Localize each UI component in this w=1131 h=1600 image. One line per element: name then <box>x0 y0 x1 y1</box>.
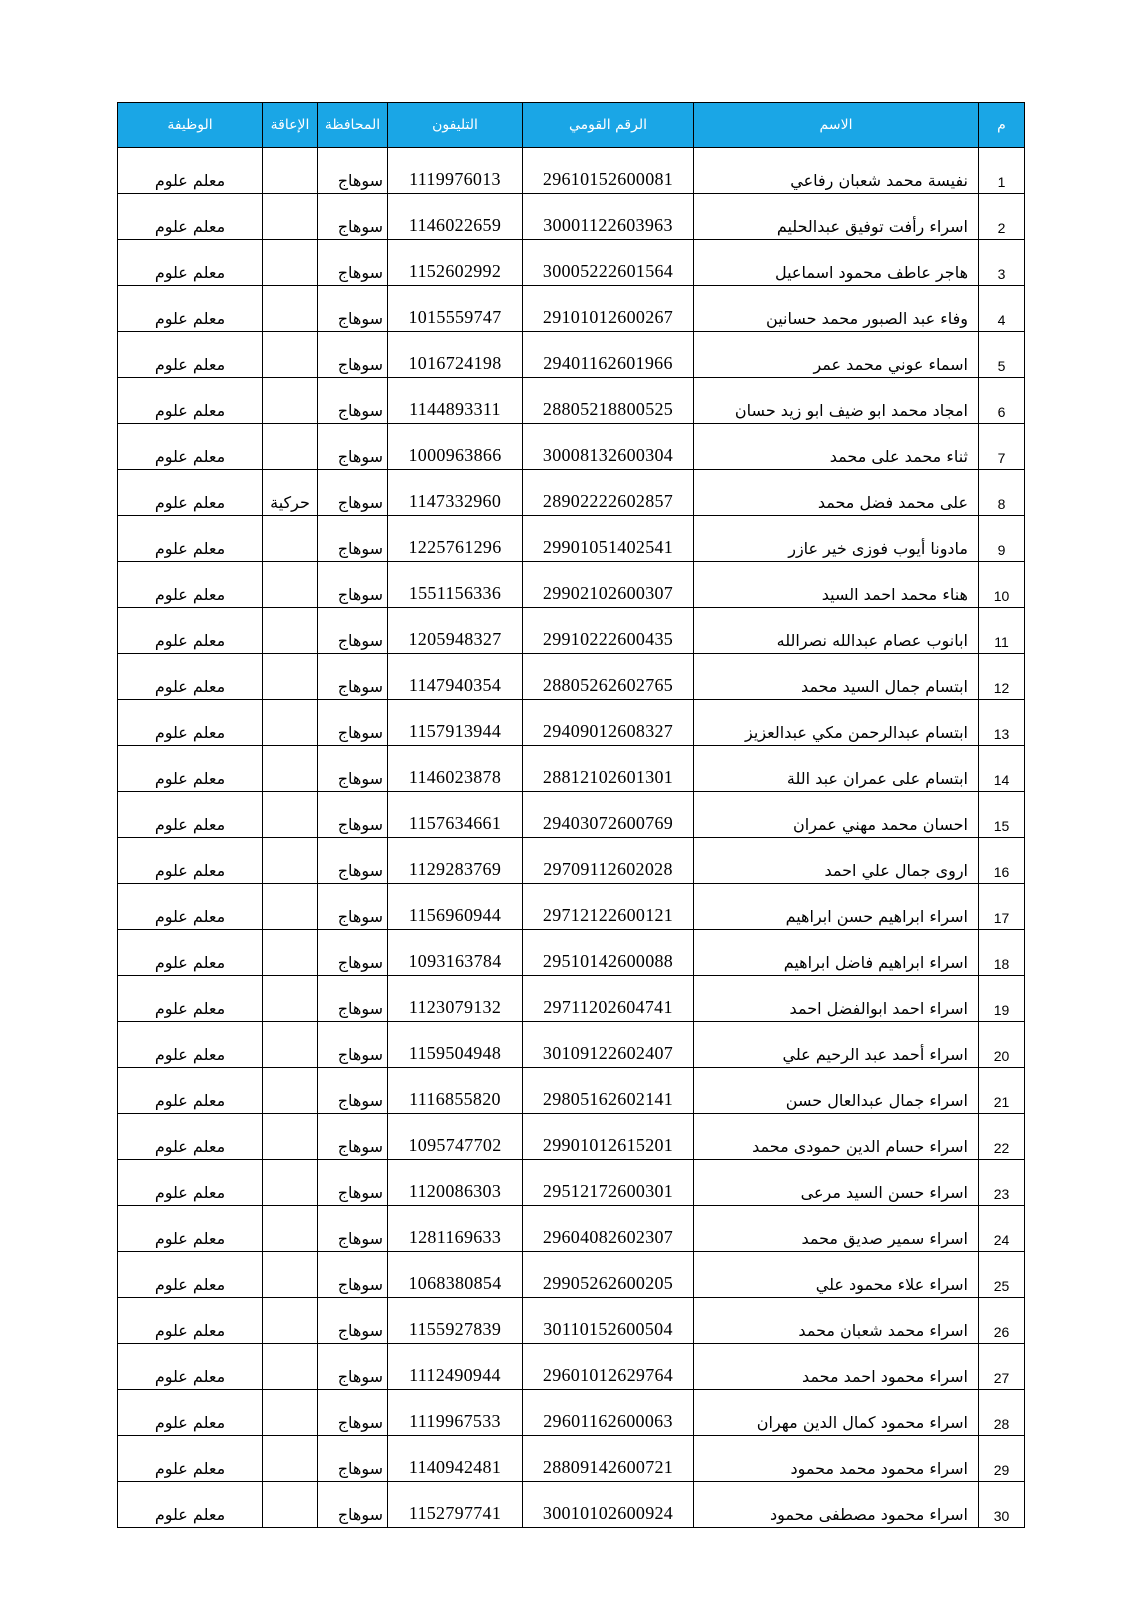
cell-national-id: 29403072600769 <box>523 792 694 838</box>
cell-national-id: 28902222602857 <box>523 470 694 516</box>
cell-phone: 1146023878 <box>388 746 523 792</box>
cell-index: 24 <box>979 1206 1025 1252</box>
table-row <box>118 332 1025 378</box>
cell-phone: 1156960944 <box>388 884 523 930</box>
cell-job: معلم علوم <box>118 1068 263 1114</box>
cell-name: اسراء سمير صديق محمد <box>694 1206 979 1252</box>
cell-index: 30 <box>979 1482 1025 1528</box>
cell-national-id: 29601162600063 <box>523 1390 694 1436</box>
cell-job: معلم علوم <box>118 286 263 332</box>
table-row <box>118 148 1025 194</box>
cell-disability <box>263 424 318 470</box>
table-row <box>118 838 1025 884</box>
cell-phone: 1159504948 <box>388 1022 523 1068</box>
cell-name: هاجر عاطف محمود اسماعيل <box>694 240 979 286</box>
cell-governorate: سوهاج <box>318 1160 388 1206</box>
cell-disability <box>263 1068 318 1114</box>
cell-name: اسراء محمود احمد محمد <box>694 1344 979 1390</box>
cell-disability <box>263 1298 318 1344</box>
cell-governorate: سوهاج <box>318 792 388 838</box>
table-row <box>118 746 1025 792</box>
cell-name: اسراء علاء محمود علي <box>694 1252 979 1298</box>
cell-index: 21 <box>979 1068 1025 1114</box>
cell-name: مادونا أيوب فوزى خير عازر <box>694 516 979 562</box>
cell-name: ابتسام على عمران عبد اللة <box>694 746 979 792</box>
cell-disability <box>263 608 318 654</box>
cell-index: 16 <box>979 838 1025 884</box>
cell-index: 19 <box>979 976 1025 1022</box>
cell-governorate: سوهاج <box>318 424 388 470</box>
cell-disability <box>263 1436 318 1482</box>
table-row <box>118 930 1025 976</box>
table-header <box>118 103 1025 148</box>
cell-index: 27 <box>979 1344 1025 1390</box>
cell-index: 26 <box>979 1298 1025 1344</box>
table-row <box>118 240 1025 286</box>
cell-disability <box>263 976 318 1022</box>
cell-governorate: سوهاج <box>318 1436 388 1482</box>
cell-phone: 1116855820 <box>388 1068 523 1114</box>
cell-job: معلم علوم <box>118 470 263 516</box>
cell-name: اسراء أحمد عبد الرحيم علي <box>694 1022 979 1068</box>
cell-phone: 1155927839 <box>388 1298 523 1344</box>
cell-index: 10 <box>979 562 1025 608</box>
cell-name: اسراء ابراهيم حسن ابراهيم <box>694 884 979 930</box>
cell-governorate: سوهاج <box>318 332 388 378</box>
cell-name: اسراء محمود كمال الدين مهران <box>694 1390 979 1436</box>
cell-disability <box>263 654 318 700</box>
cell-index: 12 <box>979 654 1025 700</box>
cell-index: 4 <box>979 286 1025 332</box>
header-job: الوظيفة <box>118 103 263 148</box>
cell-disability <box>263 700 318 746</box>
cell-job: معلم علوم <box>118 1390 263 1436</box>
cell-national-id: 29711202604741 <box>523 976 694 1022</box>
cell-index: 7 <box>979 424 1025 470</box>
cell-name: اسماء عوني محمد عمر <box>694 332 979 378</box>
cell-job: معلم علوم <box>118 1252 263 1298</box>
cell-index: 2 <box>979 194 1025 240</box>
cell-name: ابتسام عبدالرحمن مكي عبدالعزيز <box>694 700 979 746</box>
cell-job: معلم علوم <box>118 1022 263 1068</box>
cell-name: اسراء جمال عبدالعال حسن <box>694 1068 979 1114</box>
cell-index: 6 <box>979 378 1025 424</box>
cell-disability <box>263 1482 318 1528</box>
cell-index: 8 <box>979 470 1025 516</box>
cell-disability <box>263 884 318 930</box>
cell-governorate: سوهاج <box>318 286 388 332</box>
cell-index: 28 <box>979 1390 1025 1436</box>
table-row <box>118 1252 1025 1298</box>
cell-phone: 1120086303 <box>388 1160 523 1206</box>
cell-national-id: 30010102600924 <box>523 1482 694 1528</box>
cell-national-id: 30005222601564 <box>523 240 694 286</box>
cell-phone: 1146022659 <box>388 194 523 240</box>
cell-national-id: 29905262600205 <box>523 1252 694 1298</box>
cell-governorate: سوهاج <box>318 1206 388 1252</box>
cell-name: اسراء احمد ابوالفضل احمد <box>694 976 979 1022</box>
cell-index: 11 <box>979 608 1025 654</box>
cell-national-id: 30110152600504 <box>523 1298 694 1344</box>
cell-job: معلم علوم <box>118 516 263 562</box>
cell-job: معلم علوم <box>118 1298 263 1344</box>
table-row <box>118 470 1025 516</box>
cell-phone: 1119967533 <box>388 1390 523 1436</box>
cell-index: 17 <box>979 884 1025 930</box>
header-row <box>118 103 1025 148</box>
cell-phone: 1123079132 <box>388 976 523 1022</box>
cell-index: 18 <box>979 930 1025 976</box>
cell-phone: 1016724198 <box>388 332 523 378</box>
cell-governorate: سوهاج <box>318 608 388 654</box>
cell-disability <box>263 930 318 976</box>
table-row <box>118 1436 1025 1482</box>
cell-job: معلم علوم <box>118 148 263 194</box>
cell-disability: حركية <box>263 470 318 516</box>
cell-disability <box>263 148 318 194</box>
employee-table <box>117 102 1025 1528</box>
cell-disability <box>263 562 318 608</box>
cell-index: 14 <box>979 746 1025 792</box>
cell-job: معلم علوم <box>118 976 263 1022</box>
cell-governorate: سوهاج <box>318 1482 388 1528</box>
cell-phone: 1152602992 <box>388 240 523 286</box>
cell-national-id: 29709112602028 <box>523 838 694 884</box>
table-body <box>118 148 1025 1528</box>
cell-national-id: 28805218800525 <box>523 378 694 424</box>
cell-phone: 1152797741 <box>388 1482 523 1528</box>
cell-disability <box>263 1206 318 1252</box>
cell-governorate: سوهاج <box>318 654 388 700</box>
cell-name: اروى جمال علي احمد <box>694 838 979 884</box>
cell-national-id: 28809142600721 <box>523 1436 694 1482</box>
cell-index: 29 <box>979 1436 1025 1482</box>
cell-phone: 1140942481 <box>388 1436 523 1482</box>
cell-phone: 1147940354 <box>388 654 523 700</box>
cell-phone: 1129283769 <box>388 838 523 884</box>
cell-disability <box>263 1114 318 1160</box>
cell-name: ابانوب عصام عبدالله نصرالله <box>694 608 979 654</box>
table-row <box>118 1482 1025 1528</box>
cell-phone: 1205948327 <box>388 608 523 654</box>
header-index: م <box>979 103 1025 148</box>
table-row <box>118 700 1025 746</box>
cell-phone: 1147332960 <box>388 470 523 516</box>
cell-national-id: 29805162602141 <box>523 1068 694 1114</box>
cell-name: ثناء محمد على محمد <box>694 424 979 470</box>
cell-index: 23 <box>979 1160 1025 1206</box>
table-row <box>118 1206 1025 1252</box>
cell-name: احسان محمد مهني عمران <box>694 792 979 838</box>
cell-index: 22 <box>979 1114 1025 1160</box>
table-row <box>118 1068 1025 1114</box>
cell-name: وفاء عبد الصبور محمد حسانين <box>694 286 979 332</box>
cell-national-id: 29510142600088 <box>523 930 694 976</box>
cell-phone: 1225761296 <box>388 516 523 562</box>
cell-phone: 1095747702 <box>388 1114 523 1160</box>
cell-governorate: سوهاج <box>318 1022 388 1068</box>
cell-job: معلم علوم <box>118 884 263 930</box>
cell-national-id: 29902102600307 <box>523 562 694 608</box>
cell-job: معلم علوم <box>118 792 263 838</box>
cell-job: معلم علوم <box>118 194 263 240</box>
cell-national-id: 30109122602407 <box>523 1022 694 1068</box>
cell-name: اسراء محمود محمد محمود <box>694 1436 979 1482</box>
cell-disability <box>263 1252 318 1298</box>
cell-name: هناء محمد احمد السيد <box>694 562 979 608</box>
cell-governorate: سوهاج <box>318 838 388 884</box>
table-row <box>118 516 1025 562</box>
cell-governorate: سوهاج <box>318 470 388 516</box>
cell-name: نفيسة محمد شعبان رفاعي <box>694 148 979 194</box>
cell-phone: 1015559747 <box>388 286 523 332</box>
cell-national-id: 28812102601301 <box>523 746 694 792</box>
cell-phone: 1112490944 <box>388 1344 523 1390</box>
cell-job: معلم علوم <box>118 332 263 378</box>
cell-job: معلم علوم <box>118 1114 263 1160</box>
table-row <box>118 1114 1025 1160</box>
cell-job: معلم علوم <box>118 240 263 286</box>
cell-index: 20 <box>979 1022 1025 1068</box>
cell-governorate: سوهاج <box>318 1068 388 1114</box>
cell-job: معلم علوم <box>118 1344 263 1390</box>
cell-index: 1 <box>979 148 1025 194</box>
cell-index: 15 <box>979 792 1025 838</box>
cell-job: معلم علوم <box>118 562 263 608</box>
table-row <box>118 1344 1025 1390</box>
cell-name: اسراء محمد شعبان محمد <box>694 1298 979 1344</box>
table-row <box>118 286 1025 332</box>
cell-index: 25 <box>979 1252 1025 1298</box>
cell-job: معلم علوم <box>118 700 263 746</box>
cell-phone: 1000963866 <box>388 424 523 470</box>
cell-national-id: 29712122600121 <box>523 884 694 930</box>
cell-job: معلم علوم <box>118 838 263 884</box>
table-row <box>118 792 1025 838</box>
cell-governorate: سوهاج <box>318 240 388 286</box>
cell-phone: 1551156336 <box>388 562 523 608</box>
table-row <box>118 884 1025 930</box>
cell-job: معلم علوم <box>118 1436 263 1482</box>
cell-job: معلم علوم <box>118 1160 263 1206</box>
cell-disability <box>263 792 318 838</box>
cell-disability <box>263 746 318 792</box>
table-row <box>118 378 1025 424</box>
cell-governorate: سوهاج <box>318 194 388 240</box>
table-row <box>118 194 1025 240</box>
cell-governorate: سوهاج <box>318 1298 388 1344</box>
cell-national-id: 29901012615201 <box>523 1114 694 1160</box>
cell-governorate: سوهاج <box>318 1390 388 1436</box>
cell-national-id: 29610152600081 <box>523 148 694 194</box>
cell-phone: 1093163784 <box>388 930 523 976</box>
cell-governorate: سوهاج <box>318 746 388 792</box>
header-name: الاسم <box>694 103 979 148</box>
cell-phone: 1157913944 <box>388 700 523 746</box>
cell-national-id: 30001122603963 <box>523 194 694 240</box>
cell-disability <box>263 838 318 884</box>
cell-governorate: سوهاج <box>318 884 388 930</box>
cell-national-id: 29401162601966 <box>523 332 694 378</box>
header-national-id: الرقم القومي <box>523 103 694 148</box>
cell-index: 13 <box>979 700 1025 746</box>
cell-national-id: 29910222600435 <box>523 608 694 654</box>
cell-disability <box>263 332 318 378</box>
cell-job: معلم علوم <box>118 608 263 654</box>
cell-governorate: سوهاج <box>318 1114 388 1160</box>
cell-job: معلم علوم <box>118 424 263 470</box>
cell-disability <box>263 286 318 332</box>
cell-governorate: سوهاج <box>318 562 388 608</box>
cell-job: معلم علوم <box>118 654 263 700</box>
cell-job: معلم علوم <box>118 1206 263 1252</box>
table-row <box>118 1390 1025 1436</box>
header-governorate: المحافظة <box>318 103 388 148</box>
cell-phone: 1157634661 <box>388 792 523 838</box>
cell-job: معلم علوم <box>118 378 263 424</box>
cell-national-id: 29601012629764 <box>523 1344 694 1390</box>
cell-phone: 1119976013 <box>388 148 523 194</box>
table-row <box>118 976 1025 1022</box>
cell-disability <box>263 1390 318 1436</box>
cell-governorate: سوهاج <box>318 930 388 976</box>
cell-disability <box>263 1344 318 1390</box>
cell-phone: 1144893311 <box>388 378 523 424</box>
cell-phone: 1068380854 <box>388 1252 523 1298</box>
cell-name: امجاد محمد ابو ضيف ابو زيد حسان <box>694 378 979 424</box>
cell-disability <box>263 378 318 424</box>
cell-disability <box>263 240 318 286</box>
header-phone: التليفون <box>388 103 523 148</box>
cell-governorate: سوهاج <box>318 148 388 194</box>
cell-governorate: سوهاج <box>318 1252 388 1298</box>
cell-job: معلم علوم <box>118 746 263 792</box>
cell-index: 5 <box>979 332 1025 378</box>
cell-phone: 1281169633 <box>388 1206 523 1252</box>
cell-national-id: 28805262602765 <box>523 654 694 700</box>
cell-national-id: 29901051402541 <box>523 516 694 562</box>
cell-name: اسراء حسام الدين حمودى محمد <box>694 1114 979 1160</box>
cell-governorate: سوهاج <box>318 700 388 746</box>
cell-governorate: سوهاج <box>318 976 388 1022</box>
cell-governorate: سوهاج <box>318 378 388 424</box>
cell-name: اسراء رأفت توفيق عبدالحليم <box>694 194 979 240</box>
cell-national-id: 29101012600267 <box>523 286 694 332</box>
cell-name: اسراء محمود مصطفى محمود <box>694 1482 979 1528</box>
cell-name: ابتسام جمال السيد محمد <box>694 654 979 700</box>
header-disability: الإعاقة <box>263 103 318 148</box>
cell-index: 9 <box>979 516 1025 562</box>
cell-governorate: سوهاج <box>318 516 388 562</box>
cell-name: اسراء حسن السيد مرعى <box>694 1160 979 1206</box>
cell-disability <box>263 516 318 562</box>
table-row <box>118 424 1025 470</box>
cell-governorate: سوهاج <box>318 1344 388 1390</box>
cell-national-id: 29604082602307 <box>523 1206 694 1252</box>
cell-disability <box>263 1022 318 1068</box>
cell-disability <box>263 1160 318 1206</box>
cell-national-id: 29512172600301 <box>523 1160 694 1206</box>
cell-job: معلم علوم <box>118 930 263 976</box>
cell-name: اسراء ابراهيم فاضل ابراهيم <box>694 930 979 976</box>
cell-national-id: 29409012608327 <box>523 700 694 746</box>
cell-name: على محمد فضل محمد <box>694 470 979 516</box>
cell-index: 3 <box>979 240 1025 286</box>
table-row <box>118 654 1025 700</box>
table-row <box>118 608 1025 654</box>
table-row <box>118 1022 1025 1068</box>
cell-disability <box>263 194 318 240</box>
cell-national-id: 30008132600304 <box>523 424 694 470</box>
table-row <box>118 1298 1025 1344</box>
table-row <box>118 1160 1025 1206</box>
cell-job: معلم علوم <box>118 1482 263 1528</box>
table-row <box>118 562 1025 608</box>
